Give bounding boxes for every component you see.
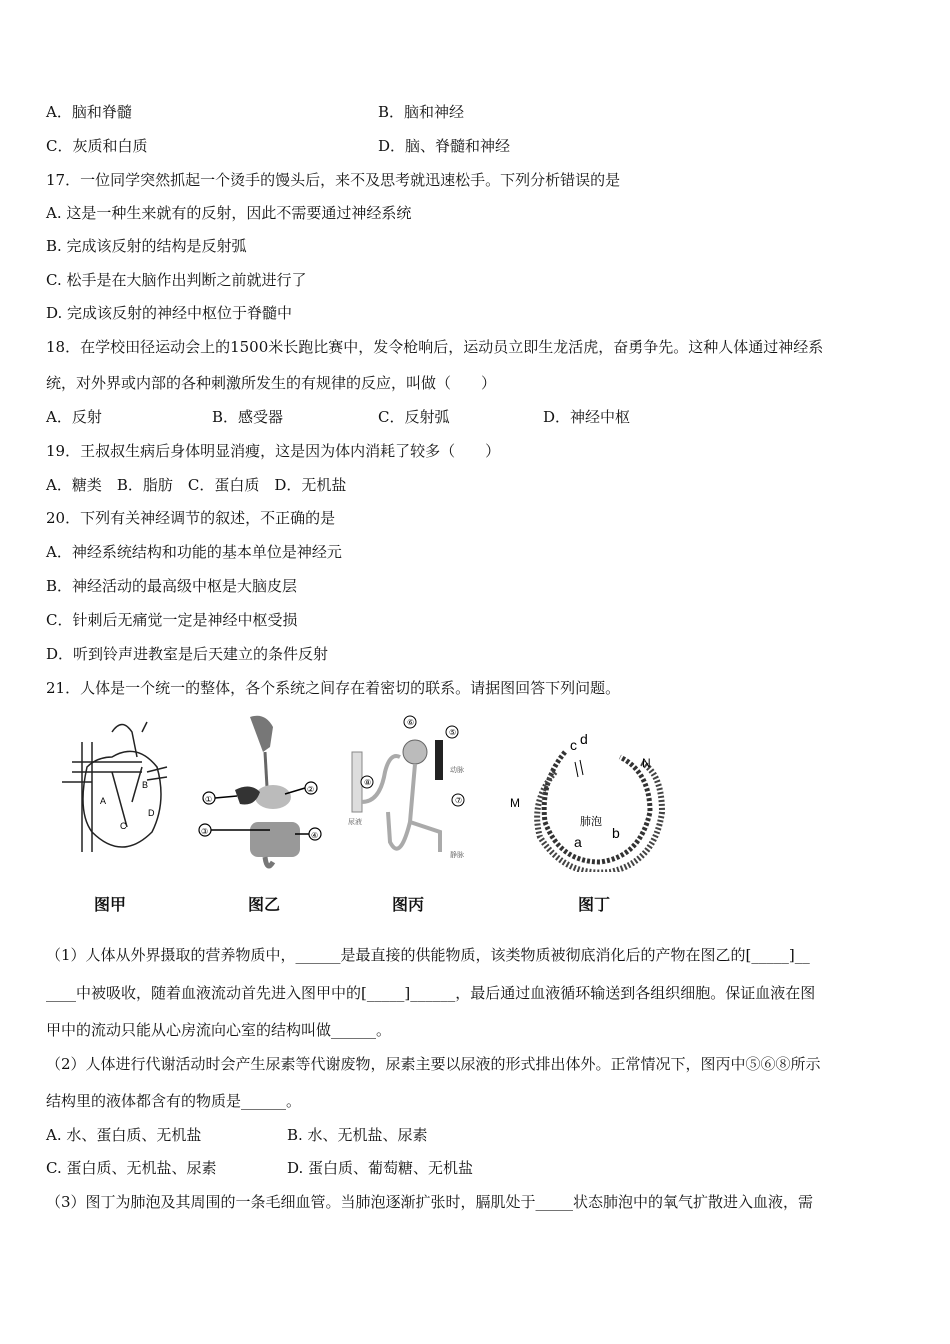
digestive-label-2: ② — [307, 785, 315, 794]
alveolus-label-n: N — [642, 756, 651, 770]
q16-option-b: B．脑和神经 — [378, 103, 465, 121]
q17-stem: 17．一位同学突然抓起一个烫手的馒头后，来不及思考就迅速松手。下列分析错误的是 — [46, 171, 621, 189]
q20-option-c: C．针刺后无痛觉一定是神经中枢受损 — [46, 611, 298, 629]
nephron-label-urine: 尿液 — [348, 819, 362, 826]
q17-option-b: B. 完成该反射的结构是反射弧 — [46, 237, 247, 255]
q21-part2-option-a: A. 水、蛋白质、无机盐 — [46, 1126, 202, 1144]
digestive-label-4: ④ — [311, 831, 319, 840]
q18-stem-line2: 统，对外界或内部的各种刺激所发生的有规律的反应，叫做（ ） — [46, 374, 497, 392]
digestive-label-1: ① — [205, 795, 213, 804]
q21-part2-option-b: B. 水、无机盐、尿素 — [287, 1126, 428, 1144]
caption-fig-b: 图乙 — [248, 895, 281, 914]
nephron-diagram — [340, 712, 490, 872]
q18-option-a: A．反射 — [46, 408, 102, 426]
q20-stem: 20．下列有关神经调节的叙述，不正确的是 — [46, 509, 336, 527]
alveolus-label-b: b — [612, 825, 620, 841]
q21-part1-line3: 甲中的流动只能从心房流向心室的结构叫做______。 — [46, 1021, 392, 1039]
caption-fig-a: 图甲 — [94, 895, 127, 914]
heart-label-c: C — [120, 821, 127, 831]
alveolus-diagram — [500, 712, 670, 872]
q18-stem-line1: 18．在学校田径运动会上的1500米长跑比赛中，发令枪响后，运动员立即生龙活虎，奋勇争先。这种人体通过神经系 — [46, 338, 824, 356]
q21-part2-line1: （2）人体进行代谢活动时会产生尿素等代谢废物，尿素主要以尿液的形式排出体外。正常情况下，图丙中⑤⑥⑧所示 — [46, 1055, 821, 1073]
nephron-label-8: ⑧ — [364, 778, 372, 787]
q19-options: A．糖类 B．脂肪 C．蛋白质 D．无机盐 — [46, 476, 347, 494]
nephron-label-6: ⑥ — [407, 718, 415, 727]
q16-option-c: C．灰质和白质 — [46, 137, 148, 155]
q16-option-a: A．脑和脊髓 — [46, 103, 132, 121]
q21-part1-line1: （1）人体从外界摄取的营养物质中，______是最直接的供能物质，该类物质被彻底消化后的产物在图乙的[_____]__ — [46, 946, 810, 964]
q18-option-c: C．反射弧 — [378, 408, 450, 426]
caption-fig-c: 图丙 — [392, 895, 425, 914]
q21-part3-line1: （3）图丁为肺泡及其周围的一条毛细血管。当肺泡逐渐扩张时，膈肌处于_____状态肺泡中的氧气扩散进入血液，需 — [46, 1193, 814, 1211]
q21-part2-line2: 结构里的液体都含有的物质是______。 — [46, 1092, 302, 1110]
nephron-label-5: ⑤ — [449, 728, 457, 737]
q20-option-b: B．神经活动的最高级中枢是大脑皮层 — [46, 577, 298, 595]
q21-stem: 21．人体是一个统一的整体，各个系统之间存在着密切的联系。请据图回答下列问题。 — [46, 679, 621, 697]
q21-part2-option-c: C. 蛋白质、无机盐、尿素 — [46, 1159, 217, 1177]
q17-option-d: D. 完成该反射的神经中枢位于脊髓中 — [46, 304, 293, 322]
q17-option-c: C. 松手是在大脑作出判断之前就进行了 — [46, 271, 307, 289]
digestive-system-diagram — [195, 712, 335, 872]
q21-part2-option-d: D. 蛋白质、葡萄糖、无机盐 — [287, 1159, 474, 1177]
q18-option-d: D．神经中枢 — [543, 408, 631, 426]
q19-stem: 19．王叔叔生病后身体明显消瘦，这是因为体内消耗了较多（ ） — [46, 442, 501, 460]
q20-option-d: D．听到铃声进教室是后天建立的条件反射 — [46, 645, 329, 663]
heart-diagram — [52, 712, 172, 872]
alveolus-label-d: d — [580, 731, 588, 747]
q21-part1-line2: ____中被吸收，随着血液流动首先进入图甲中的[_____]______，最后通过血液循环输送到各组织细胞。保证血液在图 — [46, 984, 816, 1002]
q18-option-b: B．感受器 — [212, 408, 284, 426]
alveolus-label-feipao: 肺泡 — [580, 816, 602, 828]
nephron-label-7: ⑦ — [455, 796, 463, 805]
q20-option-a: A．神经系统结构和功能的基本单位是神经元 — [46, 543, 342, 561]
caption-fig-d: 图丁 — [578, 895, 611, 914]
heart-label-b: B — [142, 780, 149, 790]
alveolus-label-a: a — [574, 834, 582, 850]
alveolus-label-c: c — [570, 737, 577, 753]
alveolus-label-m: M — [510, 796, 520, 810]
heart-label-a: A — [100, 796, 107, 806]
heart-label-d: D — [148, 808, 155, 818]
digestive-label-3: ③ — [201, 827, 209, 836]
nephron-label-artery: 动脉 — [450, 767, 464, 774]
nephron-label-vein: 静脉 — [450, 852, 464, 859]
q16-option-d: D．脑、脊髓和神经 — [378, 137, 511, 155]
q17-option-a: A. 这是一种生来就有的反射，因此不需要通过神经系统 — [46, 204, 412, 222]
